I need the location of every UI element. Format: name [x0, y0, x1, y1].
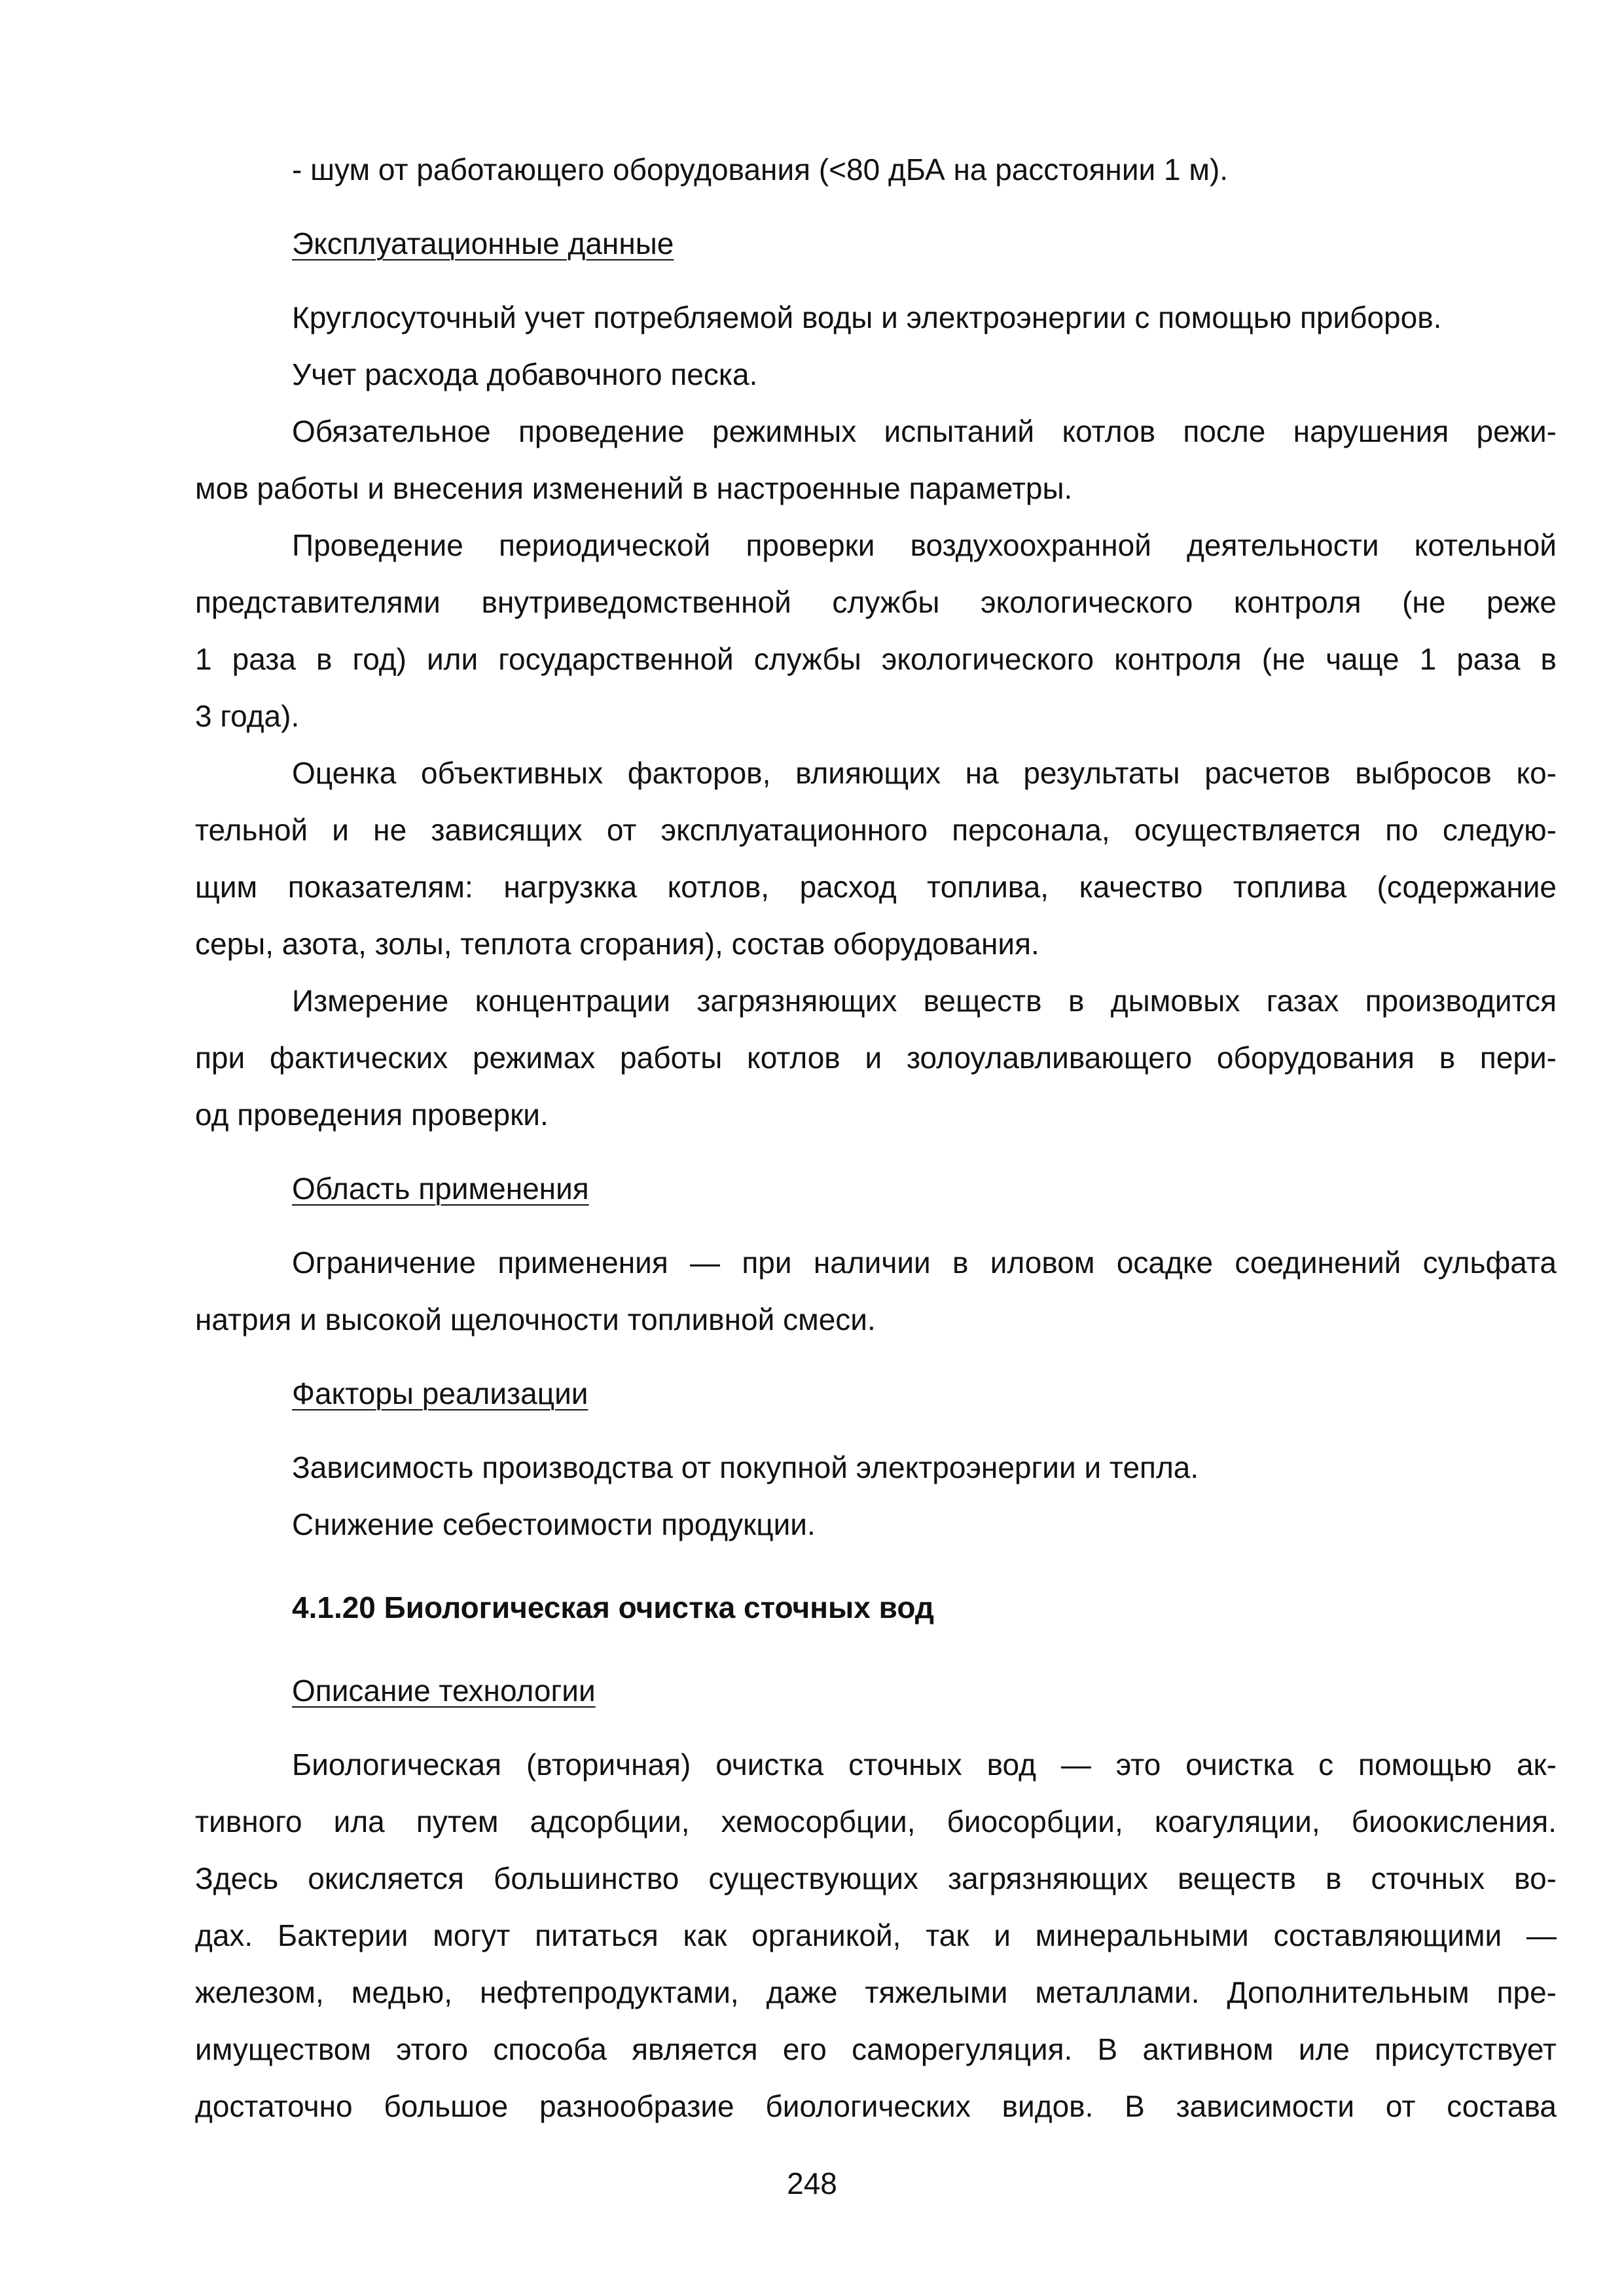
text-line: дах. Бактерии могут питаться как органикой, так и минеральными составляющими — — [195, 1918, 1557, 1952]
text-line: Обязательное проведение режимных испытаний котлов после нарушения режи- — [292, 414, 1557, 448]
text-line: Оценка объективных факторов, влияющих на результаты расчетов выбросов ко- — [292, 756, 1557, 790]
text-line: Измерение концентрации загрязняющих веществ в дымовых газах производится — [292, 984, 1557, 1018]
page-number: 248 — [787, 2166, 837, 2200]
text-line: - шум от работающего оборудования (<80 дБА на расстоянии 1 м). — [292, 152, 1229, 187]
section-heading: Описание технологии — [292, 1674, 596, 1708]
text-line: Здесь окисляется большинство существующих загрязняющих веществ в сточных во- — [195, 1861, 1557, 1895]
text-line: тельной и не зависящих от эксплуатационного персонала, осуществляется по следую- — [195, 813, 1557, 847]
section-heading: Область применения — [292, 1172, 589, 1206]
section-heading: Эксплуатационные данные — [292, 226, 674, 260]
text-line: 3 года). — [195, 699, 300, 733]
text-line: од проведения проверки. — [195, 1098, 549, 1132]
chapter-title: 4.1.20 Биологическая очистка сточных вод — [292, 1590, 935, 1624]
text-line: 1 раза в год) или государственной службы экологического контроля (не чаще 1 раза в — [195, 642, 1557, 676]
text-line: имуществом этого способа является его саморегуляция. В активном иле присутствует — [195, 2032, 1557, 2066]
text-line: достаточно большое разнообразие биологических видов. В зависимости от состава — [195, 2089, 1557, 2123]
text-line: представителями внутриведомственной службы экологического контроля (не реже — [195, 585, 1557, 619]
text-line: мов работы и внесения изменений в настроенные параметры. — [195, 471, 1073, 505]
text-line: щим показателям: нагрузкка котлов, расход топлива, качество топлива (содержание — [195, 870, 1557, 904]
document-page — [195, 141, 1557, 2135]
text-line: железом, медью, нефтепродуктами, даже тяжелыми металлами. Дополнительным пре- — [195, 1975, 1557, 2009]
text-line: Зависимость производства от покупной электроэнергии и тепла. — [292, 1450, 1199, 1484]
text-line: тивного ила путем адсорбции, хемосорбции, биосорбции, коагуляции, биоокисления. — [195, 1804, 1557, 1839]
text-line: Круглосуточный учет потребляемой воды и электроэнергии с помощью приборов. — [292, 300, 1442, 334]
text-line: Снижение себестоимости продукции. — [292, 1507, 816, 1541]
text-line: Биологическая (вторичная) очистка сточных вод — это очистка с помощью ак- — [292, 1748, 1557, 1782]
text-line: серы, азота, золы, теплота сгорания), состав оборудования. — [195, 927, 1039, 961]
text-line: натрия и высокой щелочности топливной смеси. — [195, 1302, 876, 1336]
text-line: при фактических режимах работы котлов и золоулавливающего оборудования в пери- — [195, 1041, 1557, 1075]
text-line: Проведение периодической проверки воздухоохранной деятельности котельной — [292, 528, 1557, 562]
section-heading: Факторы реализации — [292, 1376, 588, 1410]
text-line: Учет расхода добавочного песка. — [292, 357, 758, 391]
text-line: Ограничение применения — при наличии в иловом осадке соединений сульфата — [292, 1246, 1557, 1280]
